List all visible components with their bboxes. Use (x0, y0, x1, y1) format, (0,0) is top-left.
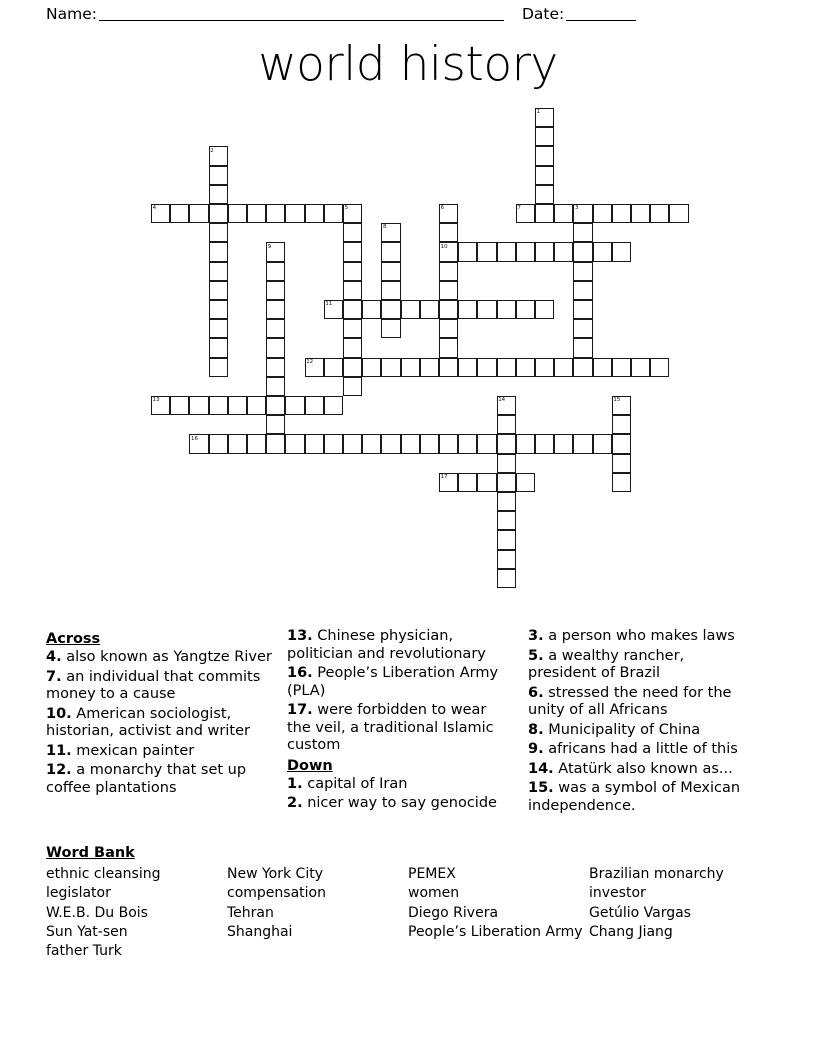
crossword-cell[interactable] (189, 396, 208, 415)
crossword-cell[interactable] (305, 396, 324, 415)
crossword-cell[interactable] (497, 550, 516, 569)
crossword-clue-number: 5 (344, 205, 349, 212)
crossword-cell[interactable] (439, 319, 458, 338)
word-bank-item: Tehran (227, 904, 274, 921)
crossword-cell[interactable] (247, 396, 266, 415)
clues-column-1 (46, 628, 287, 817)
crossword-cell[interactable] (420, 358, 439, 377)
clue-text: a person who makes laws (543, 628, 735, 644)
crossword-cell[interactable] (593, 242, 612, 261)
crossword-cell[interactable] (573, 434, 592, 453)
crossword-cell[interactable] (305, 358, 324, 377)
crossword-cell[interactable] (266, 262, 285, 281)
crossword-cell[interactable] (266, 319, 285, 338)
clue-number: 5. (528, 647, 544, 664)
crossword-cell[interactable] (497, 415, 516, 434)
crossword-cell[interactable] (381, 223, 400, 242)
word-bank-item: New York City (227, 866, 323, 882)
crossword-cell[interactable] (573, 281, 592, 300)
word-bank-column (408, 865, 589, 961)
crossword-cell[interactable] (573, 262, 592, 281)
crossword-cell[interactable] (343, 338, 362, 357)
clue-item (528, 648, 755, 683)
crossword-cell[interactable] (516, 358, 535, 377)
crossword-cell[interactable] (381, 300, 400, 319)
crossword-cell[interactable] (362, 358, 381, 377)
page-title: world history (258, 37, 558, 92)
down-heading: Down (287, 757, 333, 774)
crossword-cell[interactable] (650, 358, 669, 377)
clue-number: 12. (46, 762, 72, 778)
clues-column-2 (287, 628, 528, 817)
crossword-cell[interactable] (209, 185, 228, 204)
name-label: Name: (46, 5, 97, 23)
crossword-cell[interactable] (381, 319, 400, 338)
clue-number: 9. (528, 741, 544, 757)
clue-item (528, 741, 755, 759)
crossword-cell[interactable] (631, 204, 650, 223)
crossword-cell[interactable] (209, 434, 228, 453)
clue-text: People’s Liberation Army (PLA) (287, 665, 499, 699)
crossword-cell[interactable] (324, 300, 343, 319)
clue-text: africans had a little of this (543, 741, 738, 757)
crossword-cell[interactable] (343, 242, 362, 261)
clue-text: Municipality of China (543, 721, 701, 738)
crossword-cell[interactable] (458, 300, 477, 319)
crossword-cell[interactable] (305, 434, 324, 453)
crossword-cell[interactable] (381, 434, 400, 453)
crossword-cell[interactable] (573, 338, 592, 357)
clue-item (287, 795, 514, 813)
worksheet-header (0, 0, 816, 34)
word-bank-item: People’s Liberation Army (408, 923, 583, 940)
crossword-cell[interactable] (497, 358, 516, 377)
crossword-cell[interactable] (439, 262, 458, 281)
crossword-clue-number: 8 (383, 224, 387, 231)
crossword-cell[interactable] (381, 281, 400, 300)
clue-text: an individual that commits money to a cause (46, 668, 261, 702)
crossword-cell[interactable] (554, 358, 573, 377)
word-bank-columns (46, 865, 770, 961)
across-heading: Across (46, 631, 101, 647)
clue-text: capital of Iran (302, 775, 408, 792)
crossword-cell[interactable] (650, 204, 669, 223)
crossword-cell[interactable] (362, 434, 381, 453)
word-bank-item: PEMEX (408, 866, 456, 882)
crossword-cell[interactable] (612, 396, 631, 415)
crossword-cell[interactable] (266, 204, 285, 223)
crossword-cell[interactable] (516, 434, 535, 453)
word-bank-item: father Turk (46, 943, 122, 960)
clue-number: 4. (46, 649, 62, 665)
crossword-cell[interactable] (497, 569, 516, 588)
clue-number: 15. (528, 780, 554, 796)
crossword-cell[interactable] (170, 396, 189, 415)
clue-number: 14. (528, 760, 554, 777)
crossword-cell[interactable] (381, 242, 400, 261)
crossword-cell[interactable] (420, 300, 439, 319)
crossword-cell[interactable] (535, 108, 554, 127)
crossword-cell[interactable] (554, 434, 573, 453)
clue-text: also known as Yangtze River (61, 649, 272, 665)
clue-text: was a symbol of Mexican independence. (528, 780, 741, 814)
crossword-cell[interactable] (285, 396, 304, 415)
crossword-cell[interactable] (669, 204, 688, 223)
crossword-cell[interactable] (305, 204, 324, 223)
clue-text: American sociologist, historian, activist and writer (46, 705, 250, 739)
crossword-cell[interactable] (209, 204, 228, 223)
word-bank-item: investor (589, 885, 646, 902)
crossword-cell[interactable] (631, 358, 650, 377)
clue-text: stressed the need for the unity of all Africans (528, 684, 732, 718)
crossword-cell[interactable] (151, 396, 170, 415)
crossword-cell[interactable] (209, 396, 228, 415)
crossword-cell[interactable] (343, 223, 362, 242)
crossword-cell[interactable] (189, 434, 208, 453)
crossword-cell[interactable] (612, 415, 631, 434)
crossword-cell[interactable] (343, 300, 362, 319)
word-bank-item: Brazilian monarchy (589, 866, 724, 882)
crossword-clue-number: 14 (498, 397, 506, 404)
clue-item (46, 669, 273, 704)
crossword-cell[interactable] (593, 358, 612, 377)
crossword-cell[interactable] (497, 473, 516, 492)
crossword-cell[interactable] (189, 204, 208, 223)
crossword-cell[interactable] (535, 127, 554, 146)
crossword-cell[interactable] (573, 358, 592, 377)
crossword-cell[interactable] (593, 434, 612, 453)
crossword-cell[interactable] (266, 358, 285, 377)
word-bank-heading: Word Bank (46, 845, 135, 861)
clue-item (46, 743, 273, 761)
crossword-cell[interactable] (535, 185, 554, 204)
clue-number: 7. (46, 668, 62, 685)
crossword-cell[interactable] (343, 281, 362, 300)
crossword-cell[interactable] (324, 204, 343, 223)
crossword-cell[interactable] (209, 262, 228, 281)
clue-item (46, 649, 273, 667)
crossword-cell[interactable] (266, 300, 285, 319)
clue-item (528, 722, 755, 740)
clue-item (528, 685, 755, 720)
word-bank-item: ethnic cleansing (46, 866, 161, 882)
crossword-cell[interactable] (209, 146, 228, 165)
crossword-cell[interactable] (573, 223, 592, 242)
crossword-cell[interactable] (439, 300, 458, 319)
crossword-cell[interactable] (497, 492, 516, 511)
clue-number: 1. (287, 775, 303, 792)
crossword-cell[interactable] (266, 434, 285, 453)
crossword-cell[interactable] (209, 358, 228, 377)
word-bank-column (227, 865, 408, 961)
crossword-cell[interactable] (535, 434, 554, 453)
clue-text: nicer way to say genocide (302, 795, 497, 811)
crossword-cell[interactable] (535, 358, 554, 377)
crossword-cell[interactable] (209, 242, 228, 261)
crossword-cell[interactable] (343, 434, 362, 453)
crossword-cell[interactable] (343, 377, 362, 396)
word-bank-item: women (408, 885, 460, 902)
crossword-cell[interactable] (439, 204, 458, 223)
crossword-cell[interactable] (420, 434, 439, 453)
crossword-cell[interactable] (516, 242, 535, 261)
word-bank-item: legislator (46, 885, 111, 902)
crossword-cell[interactable] (228, 434, 247, 453)
crossword-cell[interactable] (228, 204, 247, 223)
clue-number: 3. (528, 628, 544, 644)
crossword-clue-number: 6 (440, 205, 445, 212)
word-bank-item: W.E.B. Du Bois (46, 904, 148, 921)
crossword-cell[interactable] (266, 281, 285, 300)
crossword-cell[interactable] (266, 377, 285, 396)
clue-number: 2. (287, 795, 303, 811)
name-blank-line[interactable] (99, 4, 504, 21)
crossword-cell[interactable] (209, 300, 228, 319)
crossword-cell[interactable] (535, 204, 554, 223)
word-bank-item: Chang Jiang (589, 923, 673, 940)
crossword-clue-number: 15 (613, 397, 621, 404)
crossword-cell[interactable] (612, 454, 631, 473)
crossword-cell[interactable] (458, 242, 477, 261)
crossword-cell[interactable] (593, 204, 612, 223)
clue-text: a monarchy that set up coffee plantations (46, 762, 247, 796)
word-bank-column (46, 865, 227, 961)
clues-column-3 (528, 628, 769, 817)
word-bank-item: compensation (227, 885, 326, 902)
crossword-cell[interactable] (343, 319, 362, 338)
crossword-cell[interactable] (477, 434, 496, 453)
crossword-cell[interactable] (497, 511, 516, 530)
crossword-cell[interactable] (247, 204, 266, 223)
crossword-cell[interactable] (401, 358, 420, 377)
crossword-cell[interactable] (439, 242, 458, 261)
crossword-grid[interactable] (151, 108, 681, 588)
crossword-clue-number: 3 (575, 205, 579, 212)
crossword-clue-number: 12 (306, 358, 314, 365)
crossword-cell[interactable] (516, 473, 535, 492)
clue-item (528, 761, 755, 779)
word-bank-item: Sun Yat-sen (46, 923, 128, 940)
crossword-cell[interactable] (477, 242, 496, 261)
crossword-clue-number: 2 (210, 147, 214, 154)
crossword-cell[interactable] (458, 434, 477, 453)
crossword-cell[interactable] (343, 204, 362, 223)
crossword-cell[interactable] (497, 454, 516, 473)
crossword-cell[interactable] (324, 358, 343, 377)
clue-number: 10. (46, 705, 72, 722)
word-bank-item: Shanghai (227, 923, 293, 940)
clue-number: 13. (287, 628, 313, 644)
crossword-cell[interactable] (209, 281, 228, 300)
crossword-cell[interactable] (458, 473, 477, 492)
clue-text: Chinese physician, politician and revolutionary (287, 628, 486, 662)
crossword-cell[interactable] (247, 434, 266, 453)
crossword-cell[interactable] (439, 281, 458, 300)
crossword-cell[interactable] (439, 223, 458, 242)
crossword-clue-number: 13 (152, 397, 160, 404)
crossword-cell[interactable] (612, 473, 631, 492)
clue-text: a wealthy rancher, president of Brazil (528, 647, 685, 681)
crossword-cell[interactable] (477, 300, 496, 319)
crossword-clue-number: 11 (325, 301, 333, 308)
crossword-cell[interactable] (209, 319, 228, 338)
crossword-clue-number: 1 (536, 109, 541, 116)
crossword-cell[interactable] (458, 358, 477, 377)
crossword-cell[interactable] (535, 300, 554, 319)
crossword-cell[interactable] (209, 223, 228, 242)
crossword-clue-number: 10 (440, 243, 448, 250)
crossword-cell[interactable] (497, 242, 516, 261)
crossword-cell[interactable] (439, 358, 458, 377)
crossword-cell[interactable] (266, 242, 285, 261)
crossword-cell[interactable] (209, 338, 228, 357)
crossword-cell[interactable] (554, 204, 573, 223)
crossword-cell[interactable] (343, 358, 362, 377)
crossword-clue-number: 7 (517, 205, 521, 212)
clue-item (528, 628, 755, 646)
crossword-cell[interactable] (535, 146, 554, 165)
crossword-clue-number: 16 (191, 435, 198, 442)
crossword-cell[interactable] (573, 242, 592, 261)
clue-item (46, 706, 273, 741)
crossword-cell[interactable] (343, 262, 362, 281)
clue-text: mexican painter (71, 742, 195, 759)
word-bank-section (46, 843, 770, 961)
date-blank-line[interactable] (566, 4, 636, 21)
crossword-cell[interactable] (401, 300, 420, 319)
crossword-cell[interactable] (612, 358, 631, 377)
crossword-clue-number: 17 (440, 474, 448, 480)
clue-item (46, 762, 273, 797)
clue-text: were forbidden to wear the veil, a traditional Islamic custom (287, 702, 494, 753)
clue-item (528, 780, 755, 815)
word-bank-column (589, 865, 770, 961)
crossword-cell[interactable] (401, 434, 420, 453)
crossword-cell[interactable] (516, 204, 535, 223)
crossword-cell[interactable] (266, 415, 285, 434)
crossword-cell[interactable] (516, 300, 535, 319)
crossword-cell[interactable] (497, 300, 516, 319)
crossword-cell[interactable] (497, 396, 516, 415)
crossword-cell[interactable] (612, 242, 631, 261)
crossword-cell[interactable] (362, 300, 381, 319)
crossword-clue-number: 9 (267, 243, 272, 250)
crossword-cell[interactable] (612, 204, 631, 223)
clue-item (287, 628, 514, 663)
word-bank-item: Getúlio Vargas (589, 904, 691, 921)
crossword-cell[interactable] (151, 204, 170, 223)
crossword-cell[interactable] (285, 204, 304, 223)
crossword-cell[interactable] (612, 434, 631, 453)
crossword-cell[interactable] (573, 319, 592, 338)
clue-item (287, 776, 514, 794)
word-bank-item: Diego Rivera (408, 904, 499, 921)
date-label: Date: (521, 5, 565, 23)
crossword-cell[interactable] (381, 262, 400, 281)
crossword-clue-number: 4 (152, 205, 157, 212)
clue-item (287, 702, 514, 755)
clue-number: 11. (46, 742, 72, 759)
crossword-cell[interactable] (477, 358, 496, 377)
crossword-cell[interactable] (573, 204, 592, 223)
crossword-cell[interactable] (324, 434, 343, 453)
clue-number: 6. (528, 684, 544, 701)
crossword-cell[interactable] (554, 242, 573, 261)
clue-item (287, 665, 514, 700)
crossword-cell[interactable] (381, 358, 400, 377)
crossword-cell[interactable] (439, 473, 458, 492)
clue-number: 16. (287, 665, 313, 681)
crossword-cell[interactable] (439, 434, 458, 453)
crossword-cell[interactable] (228, 396, 247, 415)
crossword-cell[interactable] (535, 242, 554, 261)
crossword-cell[interactable] (573, 300, 592, 319)
crossword-cell[interactable] (285, 434, 304, 453)
crossword-cell[interactable] (477, 473, 496, 492)
crossword-cell[interactable] (266, 338, 285, 357)
crossword-cell[interactable] (497, 434, 516, 453)
clue-number: 17. (287, 702, 313, 718)
crossword-cell[interactable] (497, 530, 516, 549)
crossword-cell[interactable] (535, 166, 554, 185)
crossword-cell[interactable] (266, 396, 285, 415)
crossword-cell[interactable] (170, 204, 189, 223)
crossword-cell[interactable] (324, 396, 343, 415)
crossword-cell[interactable] (439, 338, 458, 357)
clue-text: Atatürk also known as... (553, 760, 733, 777)
crossword-cell[interactable] (209, 166, 228, 185)
clue-number: 8. (528, 721, 544, 738)
clues-section (46, 628, 770, 817)
